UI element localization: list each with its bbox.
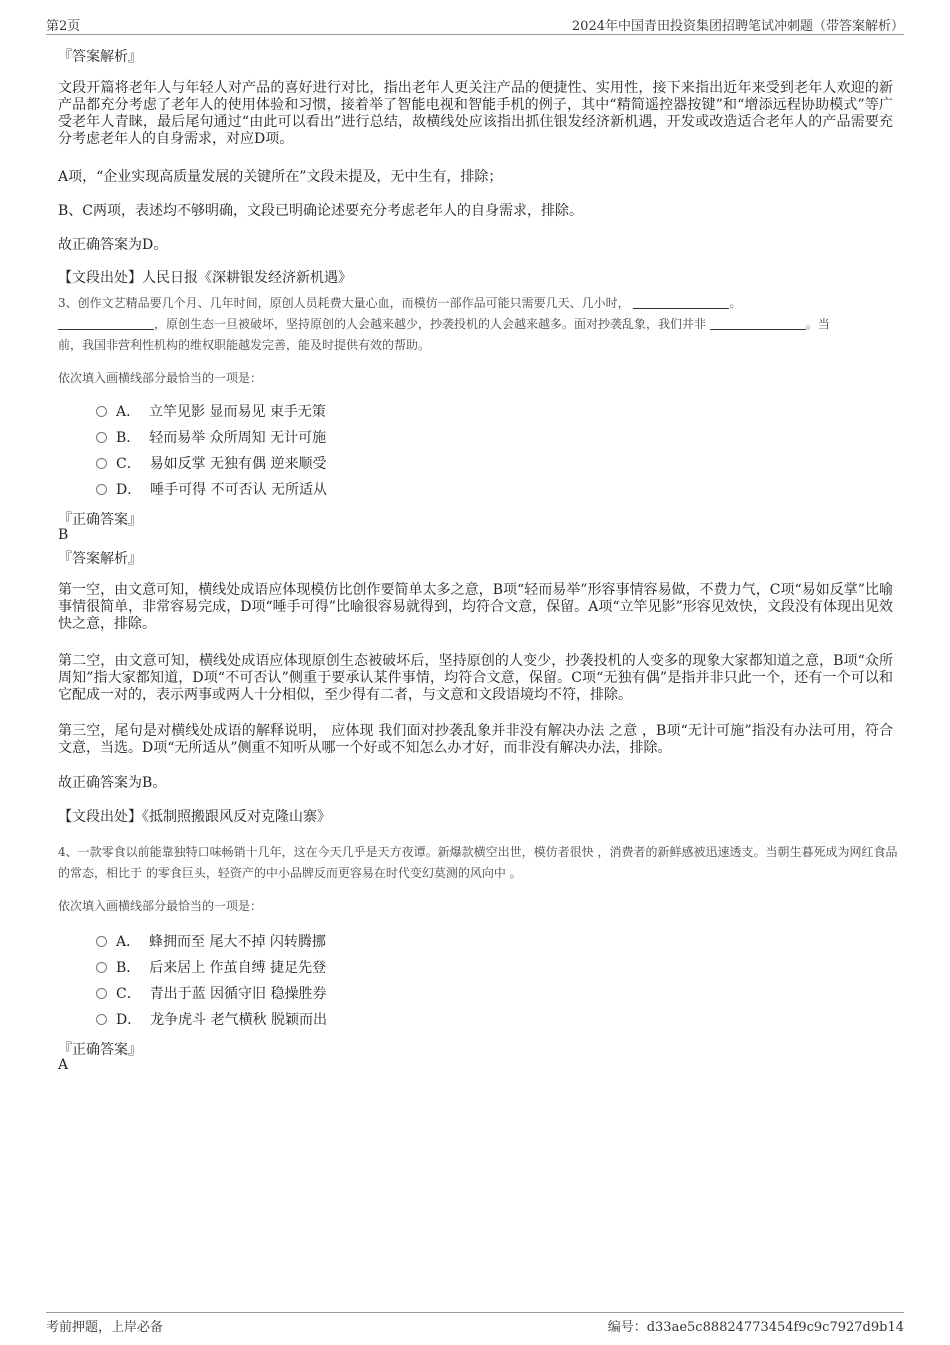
correct-answer-tag: 『正确答案』 bbox=[58, 1042, 142, 1058]
page-header bbox=[46, 14, 904, 35]
analysis-paragraph-3: 第三空，尾句是对横线处成语的解释说明， 应体现 我们面对抄袭乱象并非没有解决办法 之意 ，B项“无计可施”指没有办法可用，符合文意，当选。D项“无所适从”侧重不知听从哪一个好或不知怎么办才好，而非没有解决办法，排除。 bbox=[58, 723, 893, 756]
source-citation: 【文段出处】人民日报《深耕银发经济新机遇》 bbox=[58, 270, 352, 286]
option-a[interactable]: A． 蜂拥而至 尾大不掉 闪转腾挪 bbox=[96, 933, 326, 951]
correct-answer-tag: 『正确答案』 bbox=[58, 512, 142, 528]
answer-conclusion: 故正确答案为D。 bbox=[58, 237, 168, 253]
analysis-paragraph: 文段开篇将老年人与年轻人对产品的喜好进行对比，指出老年人更关注产品的便捷性、实用性，接下来指出近年来受到老年人欢迎的新产品都充分考虑了老年人的使用体验和习惯，接着举了智能电视和智能手机的例子，其中“精简遥控器按键”和“增添远程协助模式”等广受老年人青睐，最后尾句通过“由此可以看出”进行总结，故横线处应该指出抓住银发经济新机遇，开发或改造适合老年人的产品需要充分考虑老年人的自身需求，对应D项。 bbox=[58, 80, 893, 147]
radio-icon[interactable] bbox=[96, 484, 107, 495]
analysis-option-bc: B、C两项，表述均不够明确，文段已明确论述要充分考虑老年人的自身需求，排除。 bbox=[58, 203, 583, 219]
radio-icon[interactable] bbox=[96, 406, 107, 417]
document-title: 2024年中国青田投资集团招聘笔试冲刺题（带答案解析） bbox=[571, 19, 904, 34]
analysis-tag: 『答案解析』 bbox=[58, 49, 142, 65]
correct-answer: A bbox=[58, 1057, 69, 1073]
question-prompt: 依次填入画横线部分最恰当的一项是： bbox=[58, 899, 263, 913]
radio-icon[interactable] bbox=[96, 458, 107, 469]
radio-icon[interactable] bbox=[96, 936, 107, 947]
footer-slogan: 考前押题，上岸必备 bbox=[46, 1320, 164, 1335]
analysis-paragraph-2: 第二空，由文意可知，横线处成语应体现原创生态被破坏后，坚持原创的人变少，抄袭投机的人变多的现象大家都知道之意，B项“众所周知”指大家都知道，D项“不可否认”侧重于要承认某件事情，均符合文意，保留。C项“无独有偶”是指并非只此一个，还有一个可以和它配成一对的，表示两事或两人十分相似，至少得有二者，与文意和文段语境均不符，排除。 bbox=[58, 653, 893, 703]
question-stem: 3、创作文艺精品要几个月、几年时间，原创人员耗费大量心血，而模仿一部作品可能只需要几天、几小时， 。 ，原创生态一旦被破坏，坚持原创的人会越来越少，抄袭投机的人会越来越多。面对抄袭乱象，我们并非 。当 前，我国非营利性机构的维权职能越发完善，能及时提供有效的帮助。 bbox=[58, 296, 830, 352]
question-prompt: 依次填入画横线部分最恰当的一项是： bbox=[58, 371, 263, 385]
source-citation: 【文段出处】《抵制照搬跟风反对克隆山寨》 bbox=[58, 809, 331, 825]
option-c[interactable]: C． 易如反掌 无独有偶 逆来顺受 bbox=[96, 455, 327, 473]
option-a[interactable]: A． 立竿见影 显而易见 束手无策 bbox=[96, 403, 326, 421]
analysis-tag: 『答案解析』 bbox=[58, 551, 142, 567]
blank-3 bbox=[710, 317, 806, 330]
option-b[interactable]: B． 轻而易举 众所周知 无计可施 bbox=[96, 429, 326, 447]
radio-icon[interactable] bbox=[96, 988, 107, 999]
analysis-paragraph-1: 第一空，由文意可知，横线处成语应体现模仿比创作要简单太多之意，B项“轻而易举”形容事情容易做，不费力气，C项“易如反掌”比喻事情很简单，非常容易完成，D项“唾手可得”比喻很容易就得到，均符合文意，保留。A项“立竿见影”形容见效快，文段没有体现出见效快之意，排除。 bbox=[58, 582, 893, 632]
radio-icon[interactable] bbox=[96, 1014, 107, 1025]
option-d[interactable]: D． 龙争虎斗 老气横秋 脱颖而出 bbox=[96, 1011, 327, 1029]
page-footer bbox=[46, 1312, 904, 1335]
document-id: 编号：d33ae5c88824773454f9c9c7927d9b14 bbox=[607, 1320, 904, 1335]
blank-1 bbox=[633, 296, 729, 309]
option-c[interactable]: C． 青出于蓝 因循守旧 稳操胜券 bbox=[96, 985, 327, 1003]
option-b[interactable]: B． 后来居上 作茧自缚 捷足先登 bbox=[96, 959, 326, 977]
radio-icon[interactable] bbox=[96, 432, 107, 443]
analysis-option-a: A项，“企业实现高质量发展的关键所在”文段未提及，无中生有，排除； bbox=[58, 169, 503, 185]
correct-answer: B bbox=[58, 527, 69, 543]
answer-conclusion: 故正确答案为B。 bbox=[58, 775, 167, 791]
option-d[interactable]: D． 唾手可得 不可否认 无所适从 bbox=[96, 481, 327, 499]
question-stem: 4、一款零食以前能靠独特口味畅销十几年，这在今天几乎是天方夜谭。新爆款横空出世，模仿者很快 ，消费者的新鲜感被迅速透支。当朝生暮死成为网红食品的常态，相比于 的零食巨头，轻资产的中小品牌反而更容易在时代变幻莫测的风向中 。 bbox=[58, 845, 898, 880]
page-number: 第2页 bbox=[46, 19, 81, 34]
radio-icon[interactable] bbox=[96, 962, 107, 973]
blank-2 bbox=[58, 317, 154, 330]
